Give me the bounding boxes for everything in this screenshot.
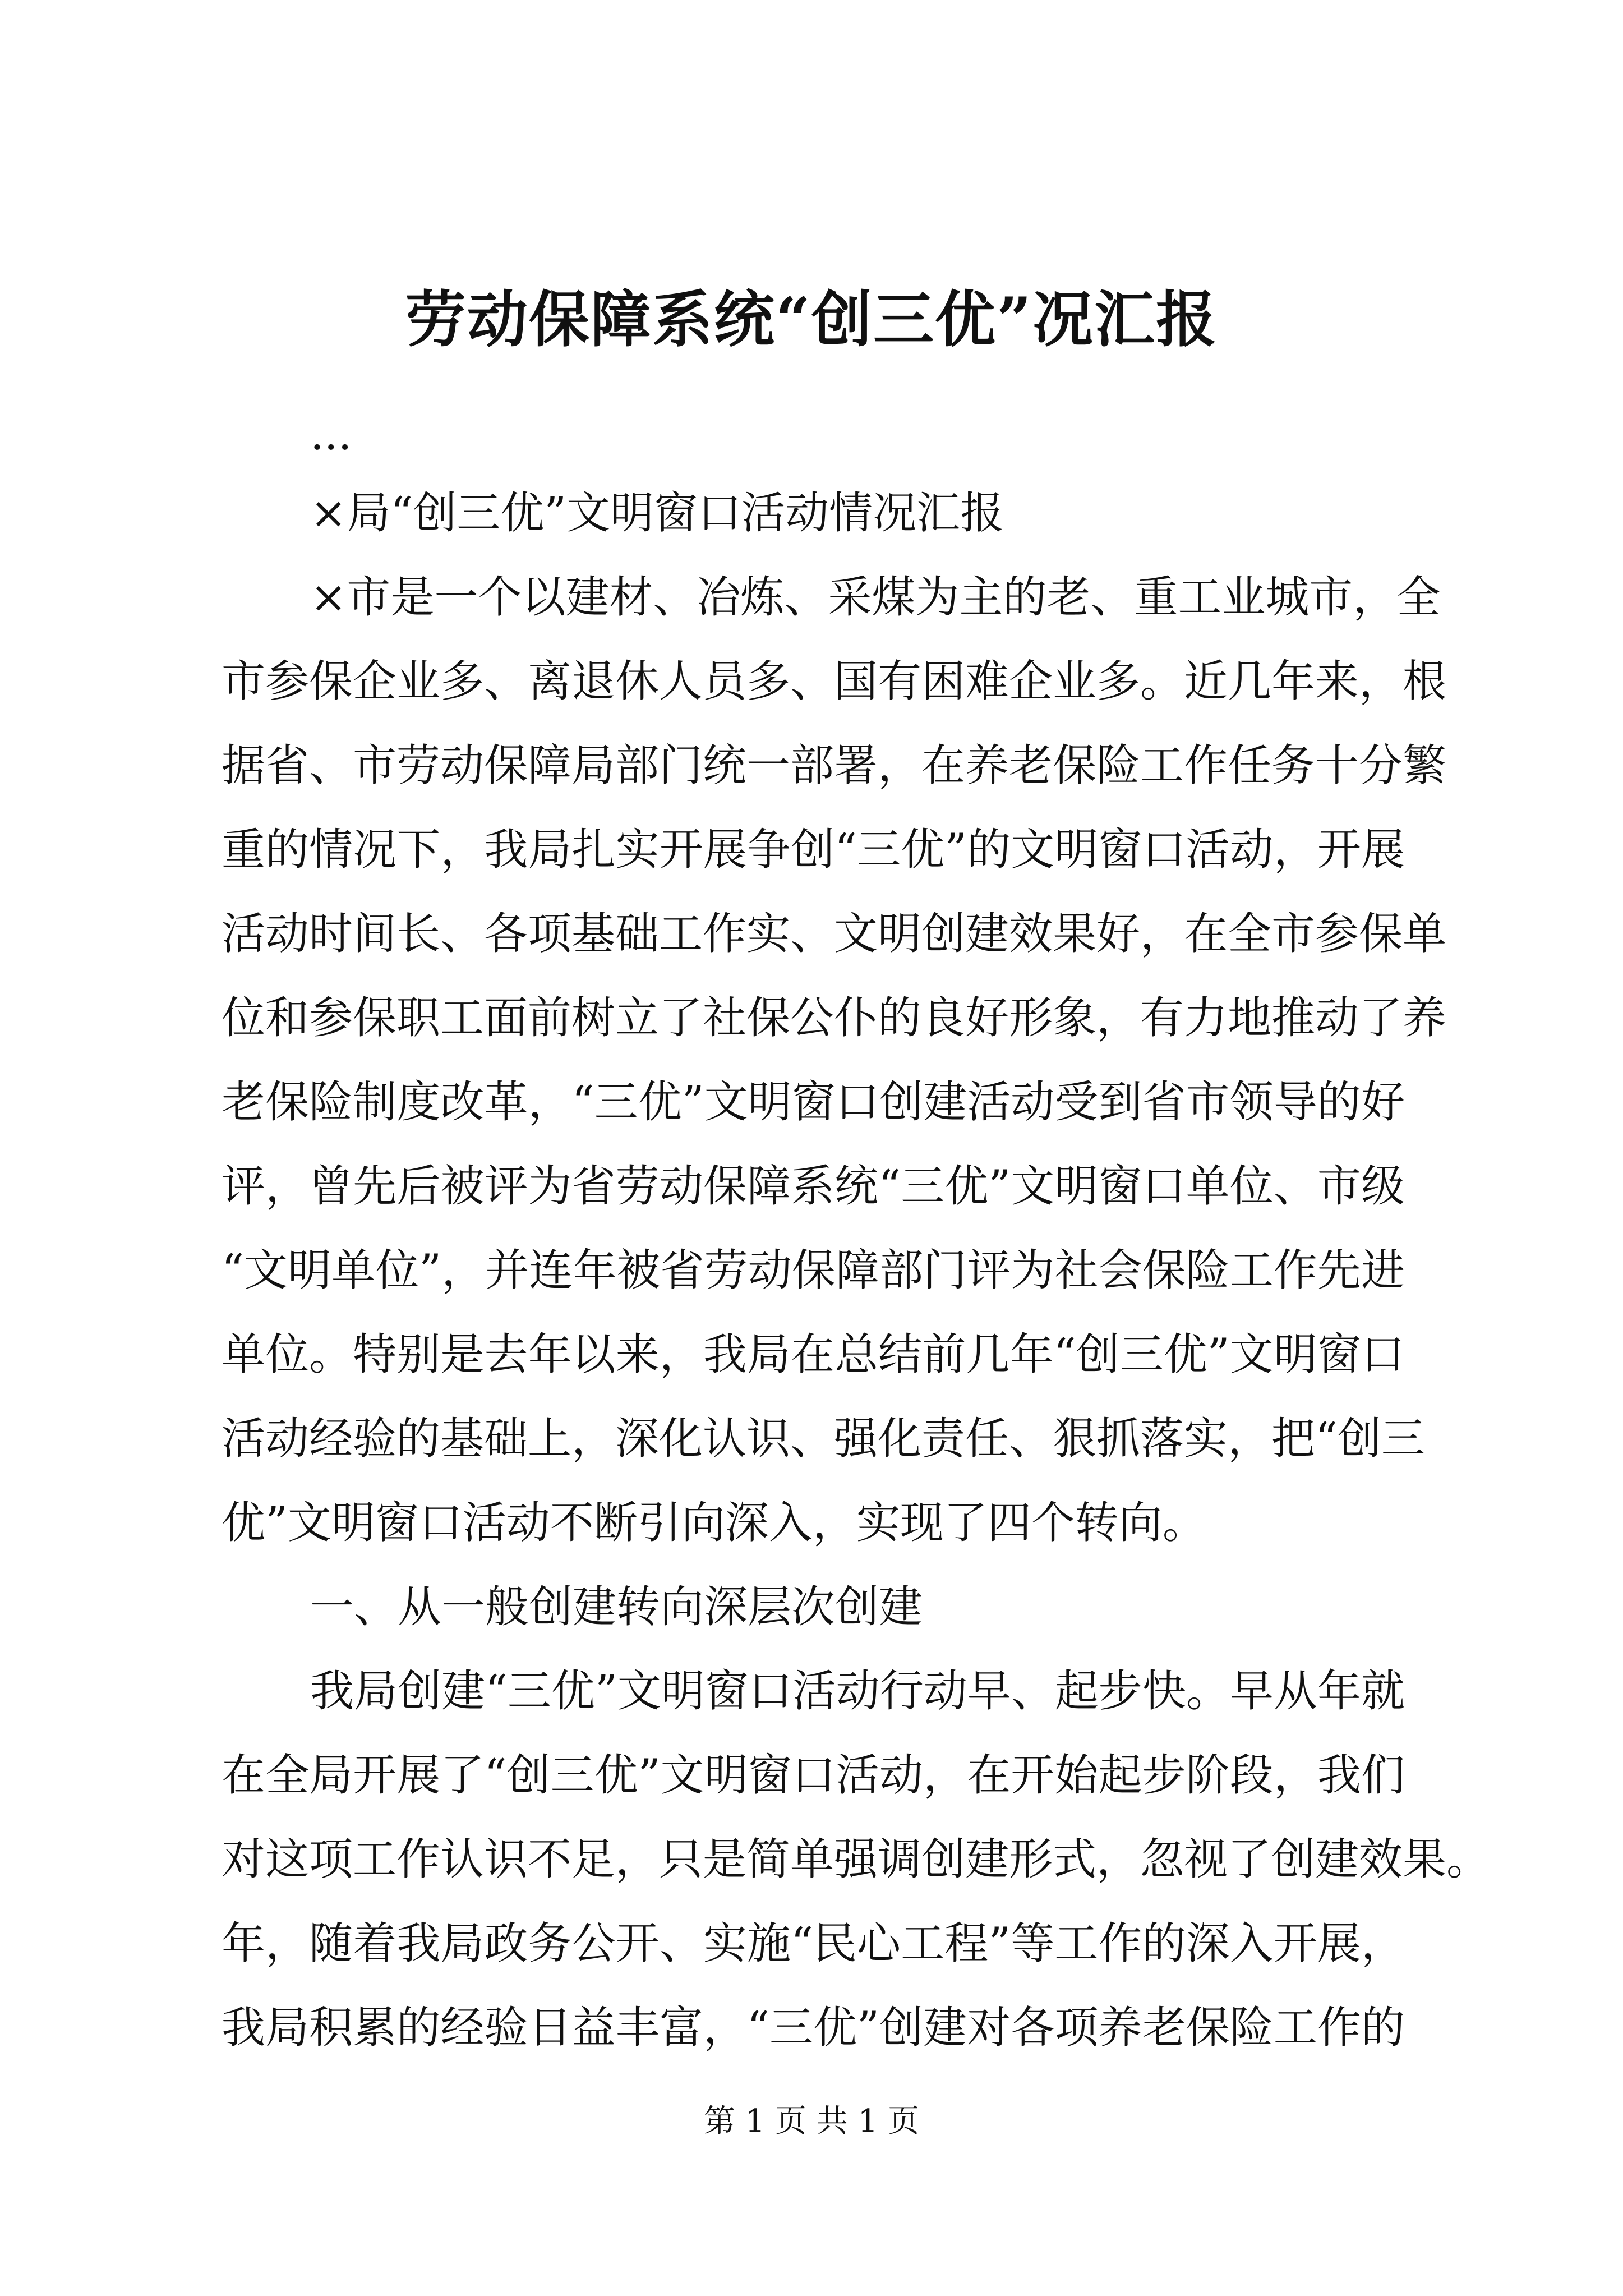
paragraph-line: 老保险制度改革，“三优”文明窗口创建活动受到省市领导的好 xyxy=(222,1077,1405,1128)
subtitle-line: ×局“创三优”文明窗口活动情况汇报 xyxy=(310,488,1004,539)
ellipsis-line: ... xyxy=(310,409,352,460)
page-footer: 第 1 页 共 1 页 xyxy=(703,2103,920,2139)
paragraph-line: 我局积累的经验日益丰富，“三优”创建对各项养老保险工作的 xyxy=(222,2003,1405,2053)
paragraph-line: 年，随着我局政务公开、实施“民心工程”等工作的深入开展， xyxy=(222,1918,1405,1969)
paragraph-line: ×市是一个以建材、冶炼、采煤为主的老、重工业城市，全 xyxy=(310,572,1441,623)
document-title: 劳动保障系统“创三优”况汇报 xyxy=(405,284,1218,355)
paragraph-line: 市参保企业多、离退休人员多、国有困难企业多。近几年来，根 xyxy=(222,656,1447,707)
paragraph-line: 据省、市劳动保障局部门统一部署，在养老保险工作任务十分繁 xyxy=(222,740,1447,791)
paragraph-line: 活动时间长、各项基础工作实、文明创建效果好，在全市参保单 xyxy=(222,909,1447,959)
paragraph-line: 评，曾先后被评为省劳动保障系统“三优”文明窗口单位、市级 xyxy=(222,1161,1405,1212)
paragraph-line: 我局创建“三优”文明窗口活动行动早、起步快。早从年就 xyxy=(310,1666,1405,1717)
paragraph-line: 单位。特别是去年以来，我局在总结前几年“创三优”文明窗口 xyxy=(222,1329,1405,1380)
section-heading: 一、从一般创建转向深层次创建 xyxy=(310,1582,923,1632)
paragraph-line: 在全局开展了“创三优”文明窗口活动，在开始起步阶段，我们 xyxy=(222,1750,1405,1801)
paragraph-line: 活动经验的基础上，深化认识、强化责任、狠抓落实，把“创三 xyxy=(222,1414,1425,1464)
paragraph-line: 优”文明窗口活动不断引向深入，实现了四个转向。 xyxy=(222,1498,1206,1548)
paragraph-line: 对这项工作认识不足，只是简单强调创建形式，忽视了创建效果。 xyxy=(222,1834,1491,1885)
paragraph-line: “文明单位”，并连年被省劳动保障部门评为社会保险工作先进 xyxy=(222,1245,1405,1296)
paragraph-line: 位和参保职工面前树立了社保公仆的良好形象，有力地推动了养 xyxy=(222,993,1447,1043)
paragraph-line: 重的情况下，我局扎实开展争创“三优”的文明窗口活动，开展 xyxy=(222,825,1405,875)
